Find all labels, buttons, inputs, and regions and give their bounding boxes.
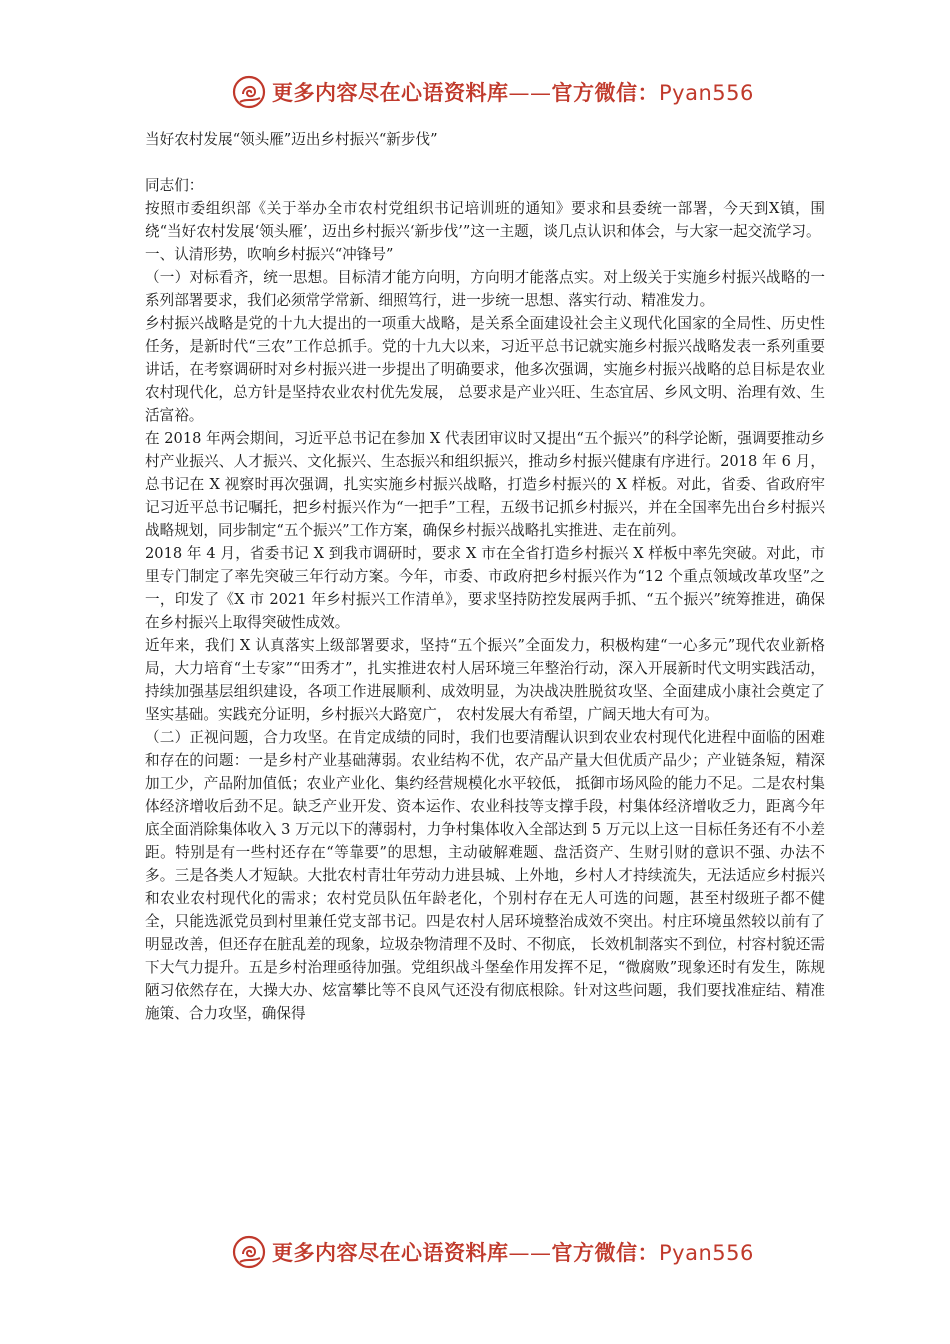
document-title: 当好农村发展“领头雁”迈出乡村振兴“新步伐”	[145, 131, 438, 148]
greeting: 同志们：	[145, 177, 204, 194]
document-body	[145, 128, 825, 1025]
paragraph: （二）正视问题，合力攻坚。在肯定成绩的同时，我们也要清醒认识到农业农村现代化进程中面临的困难和存在的问题：一是乡村产业基础薄弱。农业结构不优，农产品产量大但优质产品少；产业链条短，精深加工少，产品附加值低；农业产业化、集约经营规模化水平较低， 抵御市场风险的能力不足。二是农村集体经济增收后劲不足。缺乏产业开发、资本运作、农业科技等支撑手段，村集体经济增收乏力，距离今年底全面消除集体收入 3 万元以下的薄弱村，力争村集体收入全部达到 5 万元以上这一目标任务还有不小差距。特别是有一些村还存在“等靠要”的思想，主动破解难题、盘活资产、生财引财的意识不强、办法不多。三是各类人才短缺。大批农村青壮年劳动力进县城、上外地，乡村人才持续流失，无法适应乡村振兴和农业农村现代化的需求；农村党员队伍年龄老化，个别村存在无人可选的问题，甚至村级班子都不健全，只能选派党员到村里兼任党支部书记。四是农村人居环境整治成效不突出。村庄环境虽然较以前有了明显改善，但还存在脏乱差的现象，垃圾杂物清理不及时、不彻底， 长效机制落实不到位，村容村貌还需下大气力提升。五是乡村治理亟待加强。党组织战斗堡垒作用发挥不足，“微腐败”现象还时有发生，陈规陋习依然存在，大操大办、炫富攀比等不良风气还没有彻底根除。针对这些问题，我们要找准症结、精准施策、合力攻坚，确保得	[145, 729, 825, 1022]
banner-separator: ——	[508, 81, 552, 105]
paragraph: 按照市委组织部《关于举办全市农村党组织书记培训班的通知》要求和县委统一部署，今天到X镇，围绕“当好农村发展‘领头雁’，迈出乡村振兴‘新步伐’”这一主题，谈几点认识和体会，与大家一起交流学习。	[145, 200, 825, 240]
banner-separator: ——	[508, 1241, 552, 1265]
banner-caption	[272, 78, 754, 108]
rose-icon	[230, 1232, 270, 1272]
banner-main-text: 更多内容尽在心语资料库	[272, 1241, 509, 1265]
banner-main-text: 更多内容尽在心语资料库	[272, 81, 509, 105]
section-heading: 一、认清形势，吹响乡村振兴“冲锋号”	[145, 246, 394, 263]
banner-wechat-handle: Pyan556	[659, 81, 754, 105]
paragraph: 近年来，我们 X 认真落实上级部署要求，坚持“五个振兴”全面发力，积极构建“一心多元”现代农业新格局，大力培育“土专家”“田秀才”，扎实推进农村人居环境三年整治行动，深入开展新时代文明实践活动，持续加强基层组织建设，各项工作进展顺利、成效明显，为决战决胜脱贫攻坚、全面建成小康社会奠定了坚实基础。实践充分证明，乡村振兴大路宽广， 农村发展大有希望，广阔天地大有可为。	[145, 637, 825, 723]
header-banner	[0, 72, 950, 112]
paragraph: 乡村振兴战略是党的十九大提出的一项重大战略，是关系全面建设社会主义现代化国家的全局性、历史性任务，是新时代“三农”工作总抓手。党的十九大以来，习近平总书记就实施乡村振兴战略发表一系列重要讲话，在考察调研时对乡村振兴进一步提出了明确要求，他多次强调，实施乡村振兴战略的总目标是农业农村现代化，总方针是坚持农业农村优先发展， 总要求是产业兴旺、生态宜居、乡风文明、治理有效、生活富裕。	[145, 315, 825, 424]
paragraph: 在 2018 年两会期间，习近平总书记在参加 X 代表团审议时又提出“五个振兴”的科学论断，强调要推动乡村产业振兴、人才振兴、文化振兴、生态振兴和组织振兴，推动乡村振兴健康有序进行。2018 年 6 月，总书记在 X 视察时再次强调，扎实实施乡村振兴战略，打造乡村振兴的 X 样板。对此，省委、省政府牢记习近平总书记嘱托，把乡村振兴作为“一把手”工程，五级书记抓乡村振兴，并在全国率先出台乡村振兴战略规划，同步制定“五个振兴”工作方案，确保乡村振兴战略扎实推进、走在前列。	[145, 430, 825, 539]
paragraph: 2018 年 4 月，省委书记 X 到我市调研时，要求 X 市在全省打造乡村振兴 X 样板中率先突破。对此，市里专门制定了率先突破三年行动方案。今年，市委、市政府把乡村振兴作为“12 个重点领域改革攻坚”之一，印发了《X 市 2021 年乡村振兴工作清单》，要求坚持防控发展两手抓、“五个振兴”统筹推进，确保在乡村振兴上取得突破性成效。	[145, 545, 825, 631]
rose-icon	[230, 72, 270, 112]
footer-banner	[0, 1232, 950, 1272]
banner-wechat-handle: Pyan556	[659, 1241, 754, 1265]
banner-caption	[272, 1238, 754, 1268]
banner-wechat-label: 官方微信：	[551, 81, 659, 105]
banner-wechat-label: 官方微信：	[551, 1241, 659, 1265]
paragraph: （一）对标看齐，统一思想。目标清才能方向明，方向明才能落点实。对上级关于实施乡村振兴战略的一系列部署要求，我们必须常学常新、细照笃行，进一步统一思想、落实行动、精准发力。	[145, 269, 825, 309]
